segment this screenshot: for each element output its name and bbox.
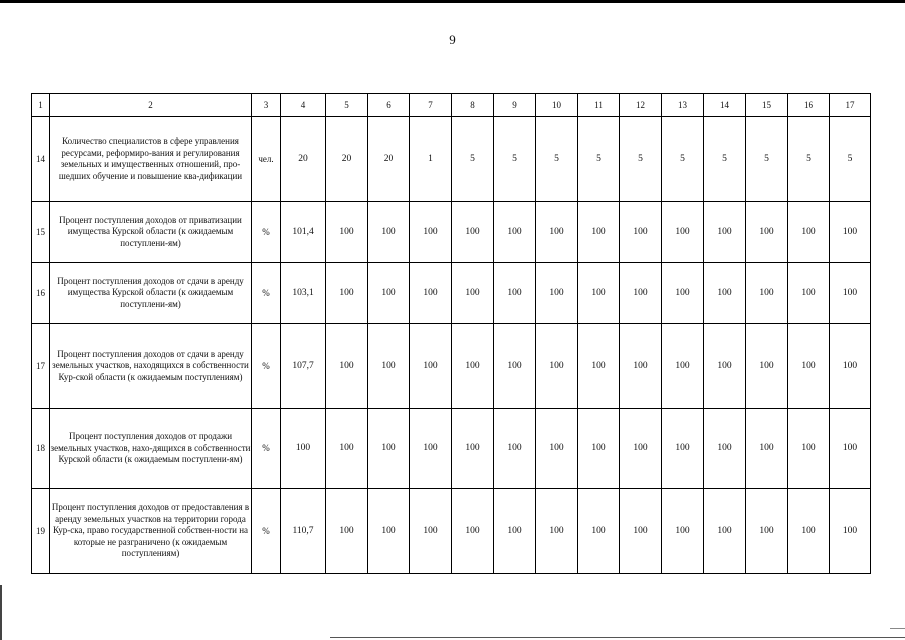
indicator-name: Процент поступления доходов от продажи земельных участков, нахо-дящихся в собственности Курской области (к ожидаемым поступлени-ям) [50,409,252,489]
column-header: 11 [578,94,620,117]
scan-edge-bottom-right [890,628,905,629]
value-cell: 100 [830,324,871,409]
value-cell: 100 [452,202,494,263]
indicator-name: Процент поступления доходов от сдачи в аренду земельных участков, находящихся в собственности Кур-ской области (к ожидаемым поступлениям) [50,324,252,409]
value-cell: 100 [788,202,830,263]
value-cell: 100 [578,409,620,489]
value-cell: 5 [452,117,494,202]
column-header: 13 [662,94,704,117]
page-number: 9 [449,32,456,47]
table-row [32,202,871,263]
value-cell: 100 [368,202,410,263]
value-cell: 100 [788,489,830,574]
unit-cell: % [252,324,281,409]
value-cell: 100 [452,324,494,409]
value-cell: 1 [410,117,452,202]
value-cell: 100 [326,489,368,574]
table-row [32,324,871,409]
row-number: 16 [32,263,50,324]
column-header: 7 [410,94,452,117]
value-cell: 100 [452,409,494,489]
value-cell: 100 [410,489,452,574]
value-cell: 100 [368,489,410,574]
value-cell: 100 [620,324,662,409]
value-cell: 100 [662,409,704,489]
value-cell: 100 [578,324,620,409]
column-header: 6 [368,94,410,117]
column-header: 4 [281,94,326,117]
column-header: 14 [704,94,746,117]
value-cell: 100 [536,263,578,324]
value-cell: 100 [410,202,452,263]
value-cell: 100 [494,202,536,263]
value-cell: 107,7 [281,324,326,409]
table-header-row [32,94,871,117]
unit-cell: % [252,489,281,574]
indicator-name: Процент поступления доходов от приватизации имущества Курской области (к ожидаемым поступлени-ям) [50,202,252,263]
value-cell: 100 [368,409,410,489]
value-cell: 100 [620,202,662,263]
value-cell: 5 [788,117,830,202]
value-cell: 100 [494,489,536,574]
value-cell: 100 [536,202,578,263]
column-header: 1 [32,94,50,117]
value-cell: 100 [410,324,452,409]
unit-cell: % [252,263,281,324]
value-cell: 100 [368,263,410,324]
column-header: 16 [788,94,830,117]
value-cell: 100 [830,409,871,489]
scan-edge-left [0,585,2,640]
value-cell: 5 [830,117,871,202]
column-header: 8 [452,94,494,117]
value-cell: 100 [578,263,620,324]
value-cell: 20 [326,117,368,202]
value-cell: 100 [662,489,704,574]
row-number: 18 [32,409,50,489]
column-header: 12 [620,94,662,117]
value-cell: 5 [578,117,620,202]
value-cell: 100 [326,202,368,263]
value-cell: 100 [620,409,662,489]
unit-cell: % [252,409,281,489]
value-cell: 100 [326,409,368,489]
table-row [32,117,871,202]
scan-edge-top [0,0,905,3]
value-cell: 100 [704,409,746,489]
value-cell: 100 [788,324,830,409]
value-cell: 100 [662,263,704,324]
value-cell: 100 [788,409,830,489]
unit-cell: чел. [252,117,281,202]
value-cell: 100 [662,324,704,409]
value-cell: 5 [494,117,536,202]
value-cell: 100 [281,409,326,489]
value-cell: 100 [452,489,494,574]
value-cell: 100 [620,263,662,324]
column-header: 5 [326,94,368,117]
value-cell: 100 [410,409,452,489]
value-cell: 20 [281,117,326,202]
value-cell: 100 [704,489,746,574]
value-cell: 100 [578,489,620,574]
value-cell: 20 [368,117,410,202]
value-cell: 100 [410,263,452,324]
value-cell: 100 [746,324,788,409]
value-cell: 100 [536,489,578,574]
row-number: 15 [32,202,50,263]
value-cell: 100 [536,409,578,489]
value-cell: 100 [494,409,536,489]
value-cell: 100 [830,263,871,324]
table-row [32,489,871,574]
value-cell: 110,7 [281,489,326,574]
value-cell: 103,1 [281,263,326,324]
value-cell: 100 [830,489,871,574]
value-cell: 100 [326,263,368,324]
value-cell: 100 [662,202,704,263]
column-header: 2 [50,94,252,117]
value-cell: 100 [830,202,871,263]
value-cell: 100 [704,263,746,324]
indicator-table [31,93,871,574]
unit-cell: % [252,202,281,263]
column-header: 17 [830,94,871,117]
indicator-name: Количество специалистов в сфере управления ресурсами, реформиро-вания и регулирования земельных и имущественных отношений, про-шедших обучение и повышение ква-дификации [50,117,252,202]
value-cell: 5 [746,117,788,202]
column-header: 15 [746,94,788,117]
scan-edge-bottom [330,637,905,638]
value-cell: 5 [620,117,662,202]
value-cell: 5 [704,117,746,202]
column-header: 3 [252,94,281,117]
value-cell: 100 [620,489,662,574]
value-cell: 100 [578,202,620,263]
value-cell: 100 [746,489,788,574]
column-header: 9 [494,94,536,117]
value-cell: 5 [662,117,704,202]
value-cell: 100 [746,263,788,324]
value-cell: 5 [536,117,578,202]
value-cell: 100 [452,263,494,324]
value-cell: 100 [326,324,368,409]
value-cell: 100 [704,202,746,263]
row-number: 17 [32,324,50,409]
value-cell: 100 [746,409,788,489]
indicator-name: Процент поступления доходов от предоставления в аренду земельных участков на территории города Кур-ска, право государственной собствен-ности на которые не разграничено (к ожидаемым поступлениям) [50,489,252,574]
row-number: 19 [32,489,50,574]
row-number: 14 [32,117,50,202]
value-cell: 100 [494,324,536,409]
table-row [32,263,871,324]
value-cell: 100 [536,324,578,409]
table-row [32,409,871,489]
value-cell: 100 [368,324,410,409]
column-header: 10 [536,94,578,117]
indicator-name: Процент поступления доходов от сдачи в аренду имущества Курской области (к ожидаемым поступлени-ям) [50,263,252,324]
value-cell: 100 [746,202,788,263]
value-cell: 100 [788,263,830,324]
table-body [32,117,871,574]
value-cell: 101,4 [281,202,326,263]
value-cell: 100 [494,263,536,324]
value-cell: 100 [704,324,746,409]
